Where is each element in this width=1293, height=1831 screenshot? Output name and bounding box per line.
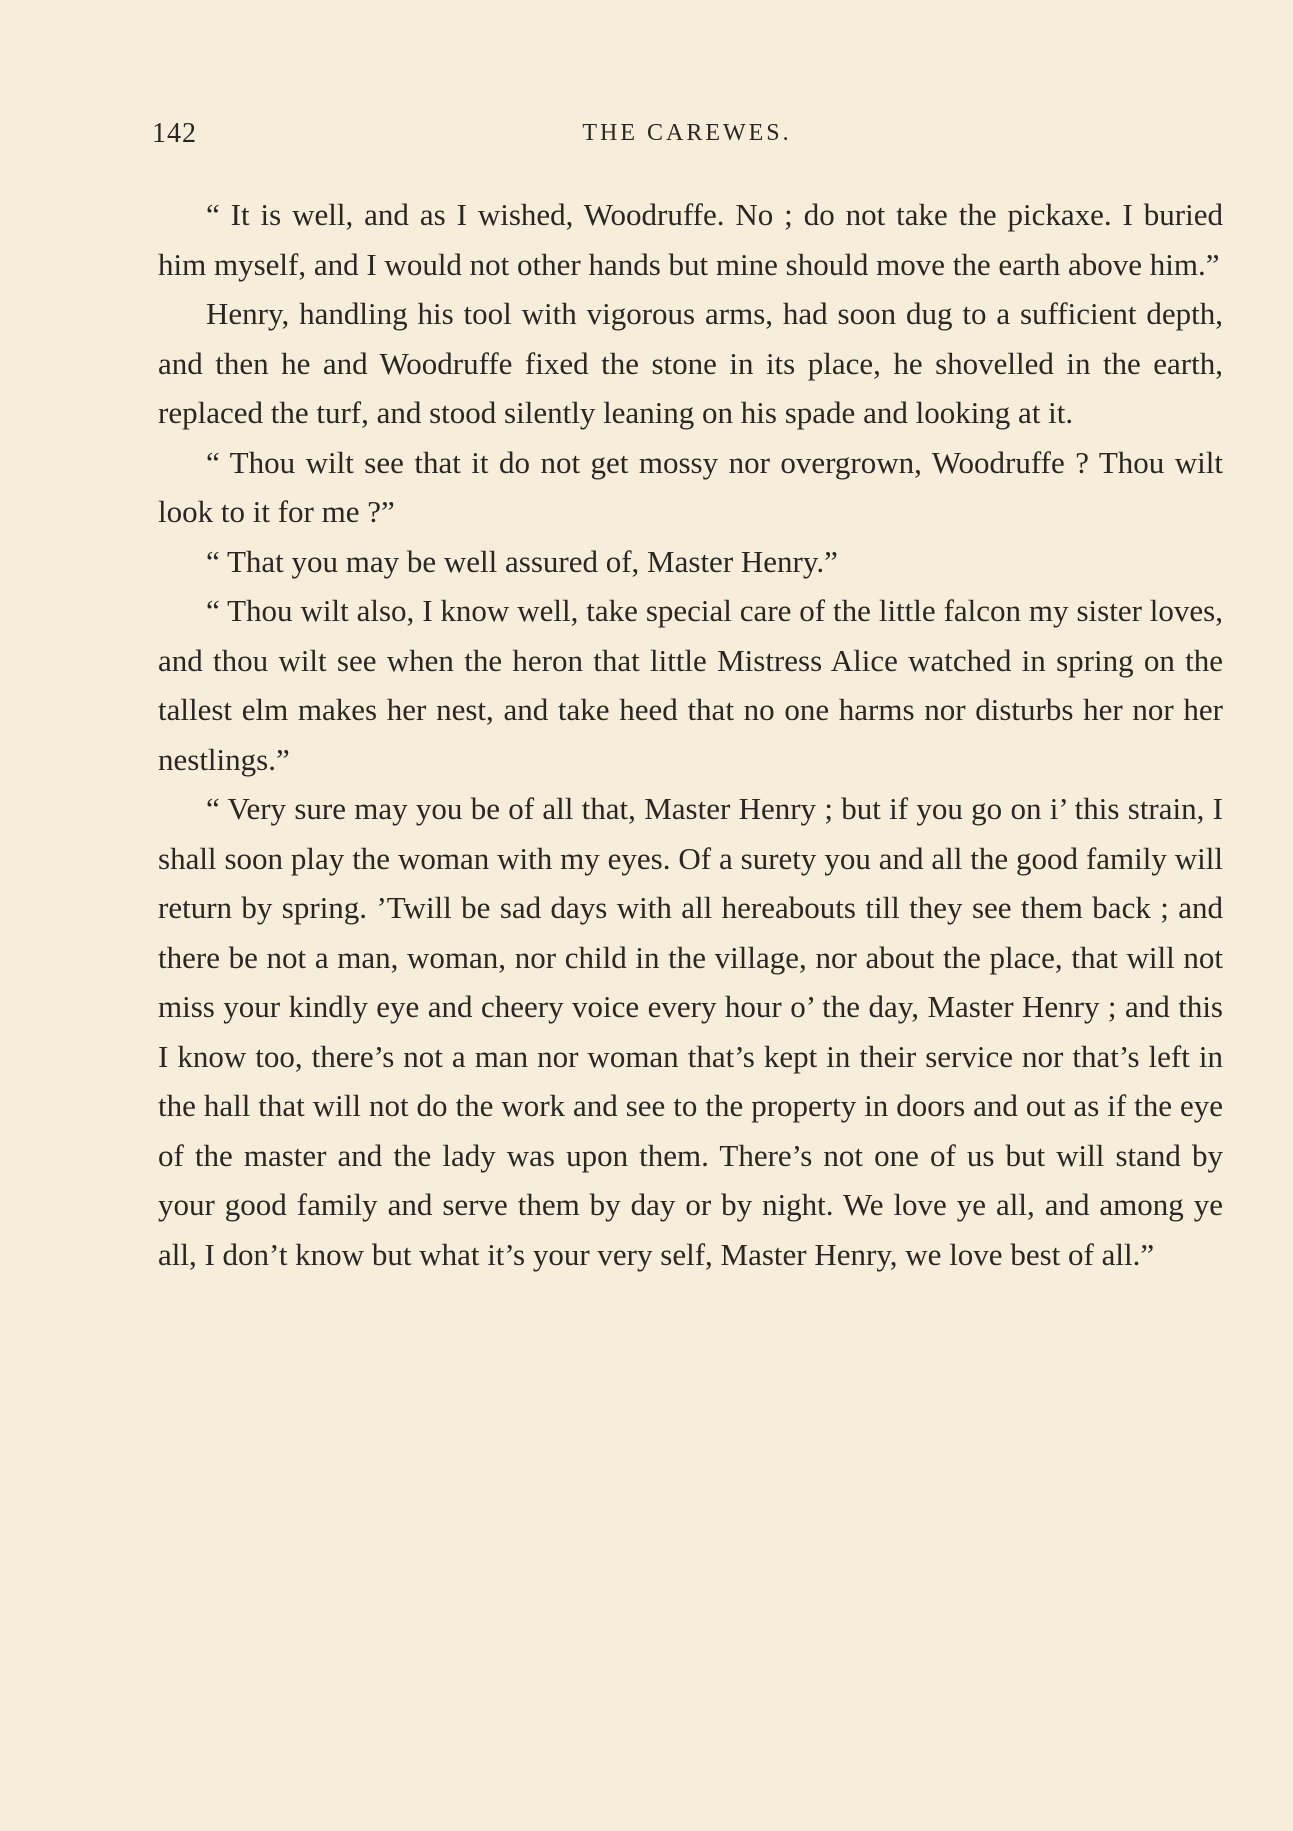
paragraph-3: “ Thou wilt see that it do not get mossy nor overgrown, Woodruffe ? Thou wilt look to it for me ?” [158,444,1223,529]
paragraph-1: “ It is well, and as I wished, Woodruffe. No ; do not take the pickaxe. I buried him myself, and I would not other hands but mine should move the earth above him.” [158,197,1223,282]
book-title: THE CAREWES. [582,120,792,146]
paragraph-6: “ Very sure may you be of all that, Master Henry ; but if you go on i’ this strain, I shall soon play the woman with my eyes. Of a surety you and all the good family will return by spring. ’Twill be sad days with all hereabouts till they see them back ; and there be not a man, woman, nor child in the village, nor about the place, that will not miss your kindly eye and cheery voice every hour o’ the day, Master Henry ; and this I know too, there’s not a man nor woman that’s kept in their service nor that’s left in the hall that will not do the work and see to the property in doors and out as if the eye of the master and the lady was upon them. There’s not one of us but will stand by your good family and serve them by day or by night. We love ye all, and among ye all, I don’t know but what it’s your very self, Master Henry, we love best of all.” [158,791,1223,1272]
paragraph-2: Henry, handling his tool with vigorous arms, had soon dug to a sufficient depth, and then he and Woodruffe fixed the stone in its place, he shovelled in the earth, replaced the turf, and stood silently leaning on his spade and looking at it. [158,296,1223,430]
paragraph-5: “ Thou wilt also, I know well, take special care of the little falcon my sister loves, and thou wilt see when the heron that little Mistress Alice watched in spring on the tallest elm makes her nest, and take heed that no one harms nor disturbs her nor her nestlings.” [158,593,1223,777]
running-head [152,118,1222,158]
paragraph-4: “ That you may be well assured of, Master Henry.” [206,543,838,579]
page-number: 142 [152,118,197,149]
body-text [158,190,1223,1279]
